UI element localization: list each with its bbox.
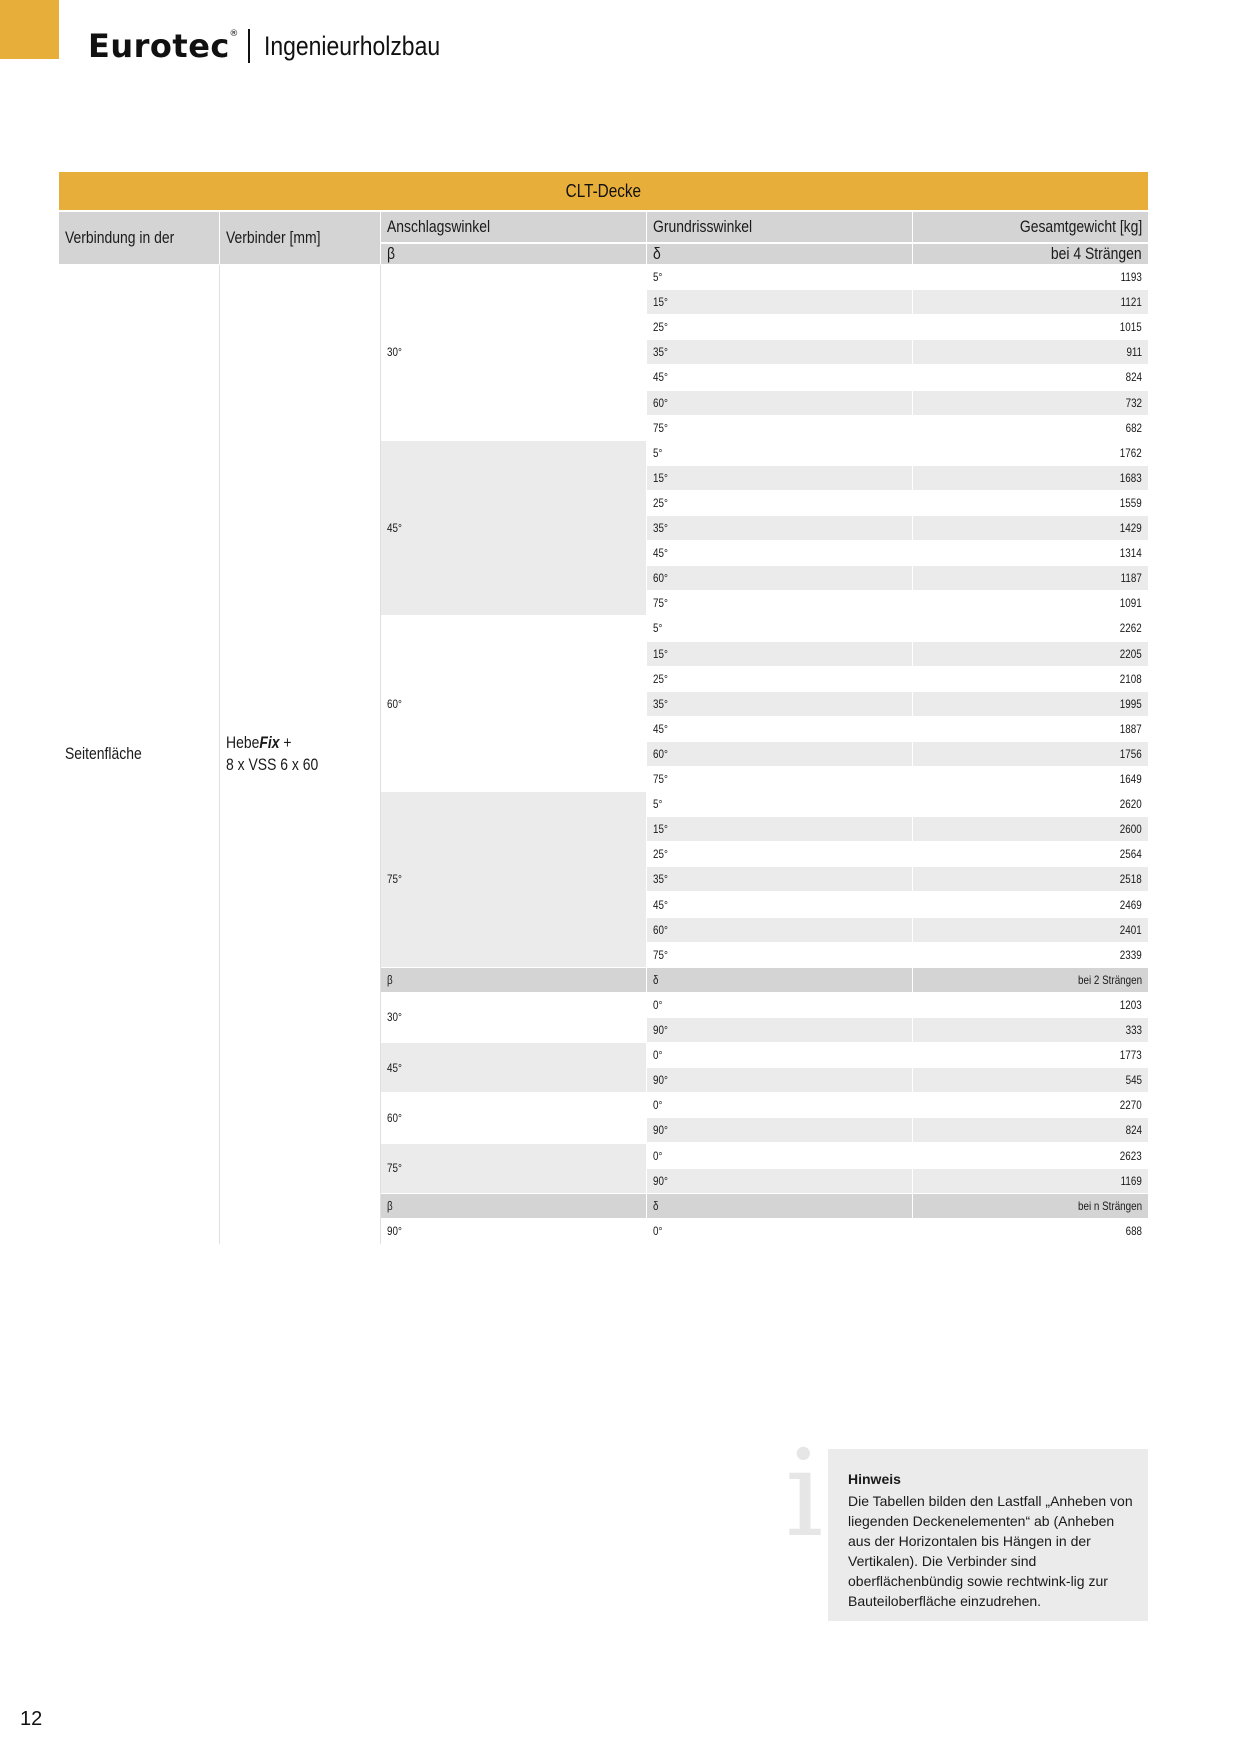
subheader-delta <box>647 968 912 992</box>
delta-cell <box>647 943 912 967</box>
header-divider <box>248 29 250 63</box>
delta-cell-text: 0° <box>653 1098 663 1113</box>
weight-cell <box>913 1093 1148 1117</box>
weight-cell-text: 682 <box>1125 420 1142 435</box>
weight-cell <box>913 1018 1148 1042</box>
column-divider <box>380 265 381 1244</box>
beta-group-cell-text: 30° <box>387 345 402 360</box>
weight-cell-text: 1091 <box>1120 596 1142 611</box>
col-header-anschlagswinkel-text: Anschlagswinkel <box>387 217 491 236</box>
weight-cell-text: 1649 <box>1120 772 1142 787</box>
delta-cell-text: 5° <box>653 797 663 812</box>
delta-cell-text: 60° <box>653 922 668 937</box>
weight-cell-text: 1773 <box>1120 1048 1142 1063</box>
delta-cell <box>647 616 912 640</box>
delta-cell-text: 25° <box>653 671 668 686</box>
delta-cell-text: 90° <box>653 1123 668 1138</box>
subheader-strands-text: bei 2 Strängen <box>1077 972 1142 987</box>
weight-cell-text: 2518 <box>1120 872 1142 887</box>
delta-cell-text: 15° <box>653 646 668 661</box>
column-divider <box>219 265 220 1244</box>
delta-cell <box>647 667 912 691</box>
col-header-verbindung-text: Verbindung in der <box>65 228 175 247</box>
delta-cell-text: 0° <box>653 1048 663 1063</box>
delta-cell <box>647 441 912 465</box>
beta-group-cell <box>381 616 646 791</box>
weight-cell-text: 1762 <box>1120 445 1142 460</box>
subheader-strands-text: bei n Strängen <box>1077 1198 1142 1213</box>
weight-cell <box>913 943 1148 967</box>
note-box <box>828 1449 1148 1621</box>
col-header-verbindung <box>59 212 219 264</box>
weight-cell <box>913 1118 1148 1142</box>
section-title: Ingenieurholzbau <box>263 30 440 61</box>
weight-cell-text: 1203 <box>1120 997 1142 1012</box>
subheader-strands-text: bei 4 Strängen <box>1051 244 1142 263</box>
weight-cell <box>913 491 1148 515</box>
weight-cell <box>913 365 1148 389</box>
col-header-gesamtgewicht-text: Gesamtgewicht [kg] <box>1019 217 1142 236</box>
note-title: Hinweis <box>848 1471 901 1487</box>
delta-cell-text: 90° <box>653 1023 668 1038</box>
table-grid <box>59 210 1148 1360</box>
weight-cell <box>913 265 1148 289</box>
weight-cell <box>913 642 1148 666</box>
delta-cell <box>647 918 912 942</box>
weight-cell <box>913 290 1148 314</box>
weight-cell <box>913 667 1148 691</box>
delta-cell-text: 45° <box>653 721 668 736</box>
subheader-beta <box>381 968 646 992</box>
beta-group-cell <box>381 441 646 616</box>
weight-cell-text: 1314 <box>1120 546 1142 561</box>
note-text: Die Tabellen bilden den Lastfall „Anheben von liegenden Deckenelementen“ ab (Anheben aus der Horizontalen bis Hängen in der Vertikalen). Die Verbinder sind oberflächenbündig sowie rechtwink-lig zur Bauteiloberfläche einzudrehen. <box>848 1493 1133 1609</box>
weight-cell-text: 1187 <box>1120 571 1142 586</box>
page-number: 12 <box>20 1708 43 1730</box>
delta-cell-text: 35° <box>653 696 668 711</box>
delta-cell-text: 75° <box>653 596 668 611</box>
weight-cell <box>913 315 1148 339</box>
weight-cell-text: 2270 <box>1120 1098 1142 1113</box>
weight-cell-text: 2623 <box>1120 1148 1142 1163</box>
weight-cell-text: 688 <box>1125 1223 1142 1238</box>
delta-cell <box>647 1018 912 1042</box>
delta-cell-text: 75° <box>653 947 668 962</box>
beta-group-cell-text: 90° <box>387 1223 402 1238</box>
delta-cell <box>647 1093 912 1117</box>
delta-cell <box>647 767 912 791</box>
weight-cell-text: 911 <box>1126 345 1142 360</box>
delta-cell <box>647 365 912 389</box>
delta-cell-text: 25° <box>653 320 668 335</box>
weight-cell <box>913 441 1148 465</box>
delta-cell-text: 60° <box>653 571 668 586</box>
weight-cell <box>913 1043 1148 1067</box>
delta-cell-text: 5° <box>653 445 663 460</box>
subheader-beta <box>381 244 646 264</box>
weight-cell-text: 333 <box>1125 1023 1142 1038</box>
delta-cell-text: 45° <box>653 546 668 561</box>
beta-group-cell-text: 45° <box>387 1060 402 1075</box>
col-header-verbinder <box>220 212 380 264</box>
weight-cell-text: 2108 <box>1120 671 1142 686</box>
delta-cell-text: 60° <box>653 395 668 410</box>
delta-cell <box>647 1118 912 1142</box>
weight-cell <box>913 717 1148 741</box>
beta-group-cell <box>381 993 646 1042</box>
subheader-delta-text: δ <box>653 1198 659 1213</box>
weight-cell <box>913 1068 1148 1092</box>
delta-cell <box>647 466 912 490</box>
weight-cell <box>913 391 1148 415</box>
weight-cell <box>913 1219 1148 1243</box>
beta-group-cell <box>381 1219 646 1243</box>
verbinder-cell <box>220 265 380 1244</box>
subheader-strands <box>913 244 1148 264</box>
weight-cell-text: 1015 <box>1120 320 1142 335</box>
subheader-delta <box>647 1194 912 1218</box>
weight-cell <box>913 616 1148 640</box>
weight-cell-text: 732 <box>1125 395 1142 410</box>
weight-cell <box>913 591 1148 615</box>
weight-cell <box>913 1169 1148 1193</box>
weight-cell-text: 1559 <box>1120 495 1142 510</box>
beta-group-cell-text: 75° <box>387 1161 402 1176</box>
weight-cell-text: 1193 <box>1120 270 1142 285</box>
delta-cell <box>647 642 912 666</box>
weight-cell <box>913 918 1148 942</box>
delta-cell <box>647 893 912 917</box>
delta-cell <box>647 416 912 440</box>
col-header-anschlagswinkel <box>381 212 646 242</box>
beta-group-cell-text: 45° <box>387 521 402 536</box>
delta-cell <box>647 742 912 766</box>
weight-cell <box>913 692 1148 716</box>
delta-cell <box>647 340 912 364</box>
delta-cell <box>647 491 912 515</box>
weight-cell <box>913 1144 1148 1168</box>
delta-cell <box>647 1068 912 1092</box>
delta-cell-text: 5° <box>653 621 663 636</box>
weight-cell-text: 2205 <box>1120 646 1142 661</box>
weight-cell-text: 2600 <box>1120 822 1142 837</box>
beta-group-cell <box>381 1043 646 1092</box>
delta-cell <box>647 993 912 1017</box>
delta-cell <box>647 290 912 314</box>
weight-cell <box>913 792 1148 816</box>
delta-cell-text: 60° <box>653 746 668 761</box>
subheader-strands <box>913 968 1148 992</box>
beta-group-cell-text: 60° <box>387 1110 402 1125</box>
beta-group-cell <box>381 1093 646 1142</box>
weight-cell-text: 2564 <box>1120 847 1142 862</box>
delta-cell-text: 90° <box>653 1073 668 1088</box>
delta-cell-text: 15° <box>653 470 668 485</box>
weight-cell <box>913 817 1148 841</box>
delta-cell <box>647 541 912 565</box>
delta-cell-text: 90° <box>653 1173 668 1188</box>
verbindung-cell-text: Seitenfläche <box>65 744 142 764</box>
weight-cell-text: 1756 <box>1120 746 1142 761</box>
weight-cell-text: 1995 <box>1120 696 1142 711</box>
delta-cell-text: 35° <box>653 872 668 887</box>
delta-cell-text: 0° <box>653 1223 663 1238</box>
delta-cell-text: 35° <box>653 521 668 536</box>
weight-cell <box>913 867 1148 891</box>
delta-cell-text: 75° <box>653 772 668 787</box>
delta-cell-text: 25° <box>653 847 668 862</box>
delta-cell-text: 35° <box>653 345 668 360</box>
delta-cell <box>647 1169 912 1193</box>
weight-cell-text: 545 <box>1125 1073 1142 1088</box>
verbinder-text: HebeFix + 8 x VSS 6 x 60 <box>226 733 319 775</box>
weight-cell <box>913 566 1148 590</box>
weight-cell-text: 1887 <box>1120 721 1142 736</box>
delta-cell <box>647 1219 912 1243</box>
weight-cell <box>913 466 1148 490</box>
weight-cell-text: 2339 <box>1120 947 1142 962</box>
weight-cell-text: 1683 <box>1120 470 1142 485</box>
beta-group-cell-text: 60° <box>387 696 402 711</box>
delta-cell <box>647 817 912 841</box>
weight-cell-text: 1169 <box>1120 1173 1142 1188</box>
col-header-gesamtgewicht <box>913 212 1148 242</box>
weight-cell <box>913 993 1148 1017</box>
clt-decke-table <box>59 172 1148 1360</box>
beta-group-cell <box>381 792 646 967</box>
beta-group-cell-text: 30° <box>387 1010 402 1025</box>
eurotec-logo: Eurotec ® <box>88 27 239 65</box>
subheader-beta-text: β <box>387 972 393 987</box>
weight-cell-text: 1429 <box>1120 521 1142 536</box>
subheader-beta <box>381 1194 646 1218</box>
delta-cell <box>647 566 912 590</box>
delta-cell <box>647 867 912 891</box>
delta-cell <box>647 717 912 741</box>
delta-cell <box>647 692 912 716</box>
beta-group-cell <box>381 265 646 440</box>
weight-cell <box>913 842 1148 866</box>
subheader-strands <box>913 1194 1148 1218</box>
col-header-verbinder-text: Verbinder [mm] <box>226 228 321 247</box>
delta-cell-text: 25° <box>653 495 668 510</box>
weight-cell-text: 1121 <box>1120 295 1142 310</box>
delta-cell <box>647 792 912 816</box>
weight-cell <box>913 767 1148 791</box>
weight-cell <box>913 541 1148 565</box>
weight-cell-text: 2401 <box>1120 922 1142 937</box>
delta-cell <box>647 1043 912 1067</box>
weight-cell-text: 2262 <box>1120 621 1142 636</box>
subheader-beta-text: β <box>387 1198 393 1213</box>
delta-cell <box>647 265 912 289</box>
delta-cell <box>647 391 912 415</box>
weight-cell-text: 824 <box>1125 1123 1142 1138</box>
delta-cell-text: 0° <box>653 997 663 1012</box>
delta-cell-text: 45° <box>653 370 668 385</box>
delta-cell-text: 15° <box>653 822 668 837</box>
col-header-grundrisswinkel-text: Grundrisswinkel <box>653 217 753 236</box>
weight-cell <box>913 516 1148 540</box>
weight-cell <box>913 340 1148 364</box>
weight-cell-text: 2620 <box>1120 797 1142 812</box>
delta-cell <box>647 315 912 339</box>
verbindung-cell <box>59 265 219 1244</box>
weight-cell <box>913 416 1148 440</box>
weight-cell-text: 2469 <box>1120 897 1142 912</box>
beta-group-cell <box>381 1144 646 1193</box>
delta-cell <box>647 1144 912 1168</box>
delta-cell-text: 0° <box>653 1148 663 1163</box>
delta-cell <box>647 842 912 866</box>
subheader-beta-text: β <box>387 244 396 263</box>
table-title: CLT-Decke <box>59 172 1148 210</box>
delta-cell-text: 45° <box>653 897 668 912</box>
weight-cell-text: 824 <box>1125 370 1142 385</box>
delta-cell <box>647 516 912 540</box>
corner-accent <box>0 0 59 59</box>
col-header-grundrisswinkel <box>647 212 912 242</box>
subheader-delta-text: δ <box>653 244 661 263</box>
delta-cell-text: 5° <box>653 270 663 285</box>
info-icon: i <box>785 1425 824 1564</box>
delta-cell-text: 15° <box>653 295 668 310</box>
delta-cell-text: 75° <box>653 420 668 435</box>
subheader-delta <box>647 244 912 264</box>
subheader-delta-text: δ <box>653 972 659 987</box>
weight-cell <box>913 742 1148 766</box>
delta-cell <box>647 591 912 615</box>
weight-cell <box>913 893 1148 917</box>
page-header <box>88 24 471 68</box>
beta-group-cell-text: 75° <box>387 872 402 887</box>
